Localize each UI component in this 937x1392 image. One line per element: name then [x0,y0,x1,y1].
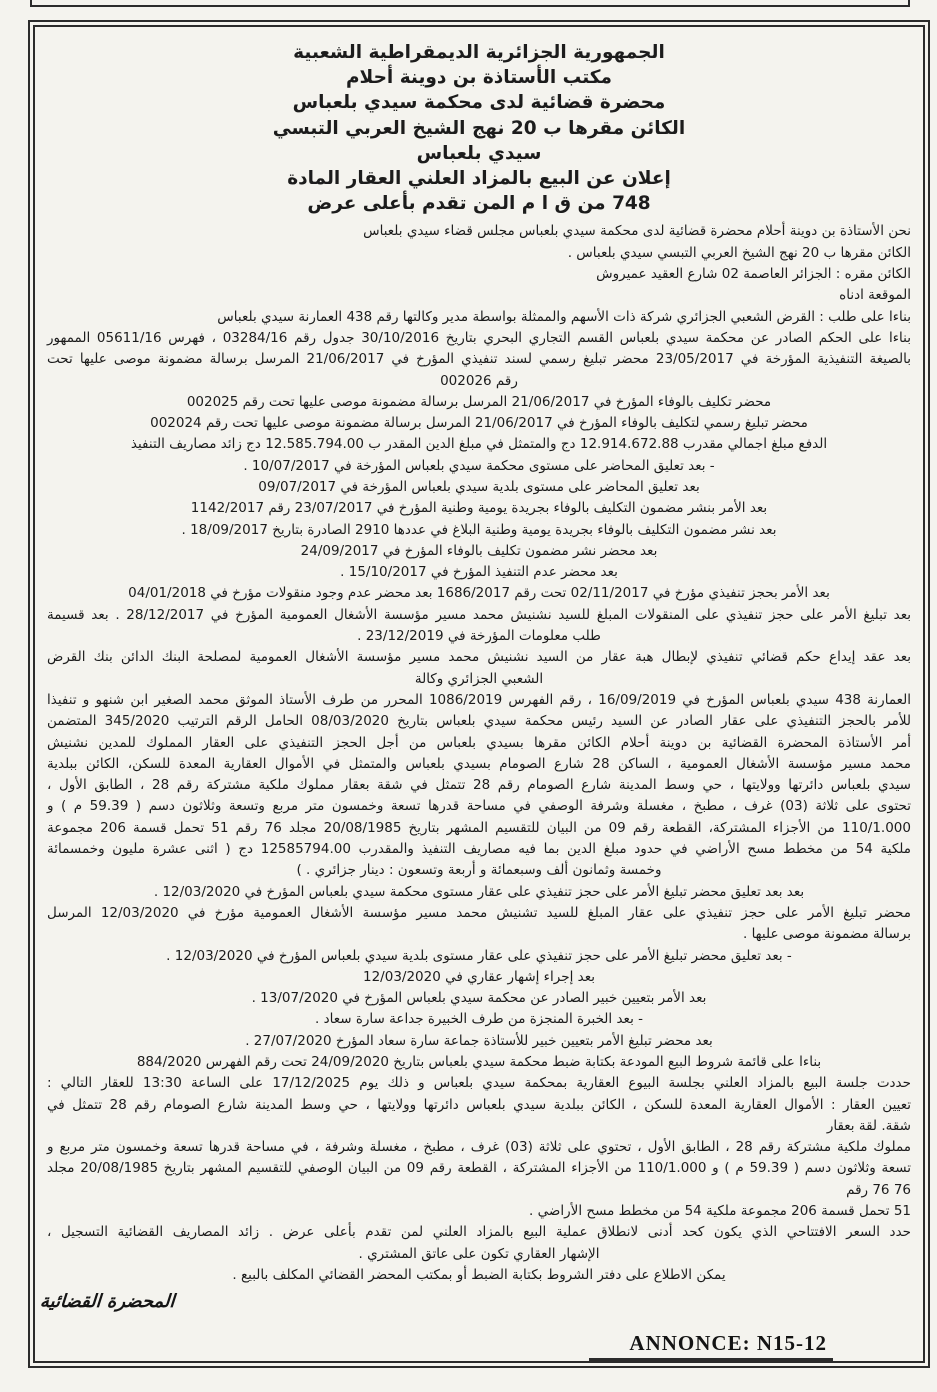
body-line: بعد الأمر بحجز تنفيذي مؤرخ في 02/11/2017 تحت رقم 1686/2017 بعد محضر عدم وجود منقولات مؤرخ في 04/01/2018 [128,585,830,602]
body-line: - بعد الخبرة المنجزة من طرف الخبيرة جداعة سارة سعاد . [315,1011,643,1028]
announcement-header [47,40,911,216]
body-line: بعد محضر تبليغ الأمر بتعيين خبير للأستاذة جماعة سارة سعاد المؤرخ 27/07/2020 . [245,1032,713,1049]
announcement-body [47,221,911,1286]
header-line: الكائن مقرها ب 20 نهج الشيخ العربي التبسي [272,117,686,139]
body-line: محضر تبليغ الأمر على حجز تنفيذي على عقار المبلغ للسيد تشنيش محمد مسير مؤسسة الأشغال العمومية مؤرخ في 12/03/2020 المرسل [47,904,911,921]
body-line: بعد نشر مضمون التكليف بالوفاء بجريدة يومية وطنية البلاغ في عددها 2910 الصادرة بتاريخ 18/09/2017 . [181,521,777,538]
body-line: - بعد تعليق المحاضر على مستوى محكمة سيدي بلعباس المؤرخة في 10/07/2017 . [243,457,715,474]
body-line: بعد بعد تعليق محضر تبليغ الأمر على حجز تنفيذي على عقار مستوى محكمة سيدي بلعباس المؤرخ في 12/03/2020 . [153,883,805,900]
body-line: بالصيغة التنفيذية المؤرخة في 23/05/2017 محضر تبليغ رسمي لسند تنفيذي المؤرخ في 21/06/2017 المرسل برسالة مضمونة موصى عليها تحت [47,351,911,368]
body-line: الكائن مقرها ب 20 نهج الشيخ العربي التبسي سيدي بلعباس . [567,244,911,261]
body-line: العمارنة 438 سيدي بلعباس المؤرخ في 16/09/2019 ، رقم الفهرس 1086/2019 المحرر من طرف الأستاذ الموثق محمد الصغير ابن شنهو و تنفيذا [47,691,911,708]
body-line: بناءا على طلب : القرض الشعبي الجزائري شركة ذات الأسهم والممثلة بواسطة مدير وكالتها رقم 438 العمارنة سيدي بلعباس [217,308,911,325]
header-line: 748 من ق ا م المن تقدم بأعلى عرض [307,193,651,215]
body-line: وخمسة وثمانون ألف وسبعمائة و أربعة وتسعون : دينار جزائري . ) [296,862,662,879]
header-line: مكتب الأستاذة بن دوينة أحلام [345,67,613,89]
header-line: إعلان عن البيع بالمزاد العلني العقار المادة [287,168,671,190]
body-line: تعيين العقار : الأموال العقارية المعدة للسكن ، الكائن ببلدية سيدي بلعباس دائرتها وولايتها ، حي وسط المدينة شارع الصومام رقم 28 تتمثل في [47,1096,911,1113]
body-line: رقم 002026 [440,372,518,389]
header-line: محضرة قضائية لدى محكمة سيدي بلعباس [292,92,666,114]
body-line: 76 76 رقم [846,1181,911,1198]
body-line: محضر تبليغ رسمي لتكليف بالوفاء المؤرخ في 21/06/2017 المرسل برسالة مضمونة موصى عليها تحت رقم 002024 [150,415,808,432]
bailiff-signature: المحضرة القضائية [39,1291,176,1312]
body-line: محمد مسير مؤسسة الأشغال العمومية ، الساكن 28 شارع الصومام بسيدي بلعباس والمتمثل في الأموال العقارية المعدة للسكن، الكائن ببلدية [47,755,911,772]
body-line: بناءا على الحكم الصادر عن محكمة سيدي بلعباس القسم التجاري البحري بتاريخ 30/10/2016 جدول رقم 03284/16 ، فهرس 05611/16 الممهور [47,329,911,346]
body-line: للأمر بالحجز التنفيذي على عقار الصادر عن السيد رئيس محكمة سيدي بلعباس بتاريخ 08/03/2020 الحامل الرقم الترتيب 345/2020 المتضمن [47,713,912,730]
body-line: مملوك ملكية مشتركة رقم 28 ، الطابق الأول ، تحتوي على ثلاثة (03) غرف ، مطبخ ، مغسلة وشرفة ، في مساحة قدرها تسعة وخمسون متر مربع و [47,1139,911,1156]
body-line: بعد إجراء إشهار عقاري في 12/03/2020 [363,968,595,985]
body-line: الكائن مقره : الجزائر العاصمة 02 شارع العقيد عميروش [596,266,911,283]
body-line: الدفع مبلغ اجمالي مقدرب 12.914.672.88 دج والمتمثل في مبلغ الدين المقدر ب 12.585.794.00 دج زائد مصاريف التنفيذ [130,436,828,453]
body-line: سيدي بلعباس دائرتها وولايتها ، حي وسط المدينة شارع الصومام رقم 28 تتمثل في شقة بعقار مملوك ملكية مشتركة رقم 28 ، الطابق الأول ، [47,777,911,794]
body-line: برسالة مضمونة موصى عليها . [742,926,911,943]
previous-ad-border-fragment [30,0,910,7]
body-line: شقة. لقة بعقار [826,1117,911,1134]
body-line: بعد محضر نشر مضمون تكليف بالوفاء المؤرخ في 24/09/2017 [300,542,658,559]
body-line: بناءا على قائمة شروط البيع المودعة بكتابة ضبط محكمة سيدي بلعباس بتاريخ 24/09/2020 تحت رقم الفهرس 884/2020 [136,1054,822,1070]
body-line: - بعد تعليق محضر تبليغ الأمر على حجز تنفيذي على عقار مستوى بلدية سيدي بلعباس المؤرخ في 12/03/2020 . [166,947,792,964]
body-line: ملكية 54 من مخطط مسح الأراضي في حدود مبلغ الدين بما فيه مصاريف التنفيذ والمقدرب 12585794.00 دج ( اثنى عشرة مليون وخمسمائة [47,841,912,858]
body-line: الموقعة ادناه [839,287,911,304]
body-line: محضر تكليف بالوفاء المؤرخ في 21/06/2017 المرسل برسالة مضمونة موصى عليها تحت رقم 002025 [186,393,772,410]
body-line: تحتوى على ثلاثة (03) غرف ، مطبخ ، مغسلة وشرفة الوصفي في مساحة قدرها تسعة وخمسون متر مربع وتسعة وثلاثون دسم ( 59.39 م ) و [47,798,912,815]
body-line: بعد عقد إيداع حكم قضائي تنفيذي لإبطال هبة عقار من السيد نشنيش محمد مسير مؤسسة الأشغال العمومية لمصلحة البنك الدائن بنك القرض [47,649,911,666]
body-line: بعد تعليق المحاضر على مستوى بلدية سيدي بلعباس المؤرخة في 09/07/2017 [258,478,700,495]
body-line: أمر الأستاذة المحضرة القضائية بن دوينة أحلام الكائن مقرها بسيدي بلعباس من أجل الحجز التنفيذي على العقار المملوك للمدين نشنيش [47,734,911,751]
announcement-frame [28,20,930,1368]
body-line: 110/1.000 من الأجزاء المشتركة، القطعة رقم 09 من البيان للتقسيم المشهر بتاريخ 20/08/1985 مجلد 76 رقم 51 تحمل قسمة 206 مجموعة [47,819,911,836]
body-line: الإشهار العقاري تكون على عاتق المشتري . [358,1245,600,1262]
body-line: يمكن الاطلاع على دفتر الشروط بكتابة الضبط أو بمكتب المحضر القضائي المكلف بالبيع . [232,1266,726,1283]
annonce-reference: ANNONCE: N15-12 [589,1331,833,1361]
body-line: طلب معلومات المؤرخة في 23/12/2019 . [357,628,601,645]
body-line: بعد الأمر بنشر مضمون التكليف بالوفاء بجريدة يومية وطنية المؤرخ في 23/07/2017 رقم 1142/2017 [190,500,768,517]
body-line: 51 تحمل قسمة 206 مجموعة ملكية 54 من مخطط مسح الأراضي . [529,1203,911,1220]
body-line: بعد تبليغ الأمر على حجز تنفيذي على المنقولات المبلغ للسيد نشنيش محمد مسير مؤسسة الأشغال العمومية المؤرخ في 28/12/2017 . بعد قسيمة [47,606,911,623]
body-line: حددت جلسة البيع بالمزاد العلني بجلسة البيوع العقارية بمحكمة سيدي بلعباس و ذلك يوم 17/12/2025 على الساعة 13:30 للعقار التالي : [47,1075,911,1092]
body-line: حدد السعر الافتتاحي الذي يكون كحد أدنى لانطلاق عملية البيع بالمزاد العلني لمن تقدم بأعلى عرض . زائد المصاريف القضائية التسجيل ، [47,1224,911,1241]
body-line: بعد الأمر بتعيين خبير الصادر عن محكمة سيدي بلعباس المؤرخ في 13/07/2020 . [251,990,707,1007]
header-line: الجمهورية الجزائرية الديمقراطية الشعبية [293,42,665,63]
body-line: بعد محضر عدم التنفيذ المؤرخ في 15/10/2017 . [340,564,618,581]
header-line: سيدي بلعباس [416,142,542,164]
body-line: نحن الأستاذة بن دوينة أحلام محضرة قضائية لدى محكمة سيدي بلعباس مجلس قضاء سيدي بلعباس [363,223,911,240]
body-line: تسعة وثلاثون دسم ( 59.39 م ) و 110/1.000 من الأجزاء المشتركة ، القطعة رقم 09 من البيان الوصفي للتقسيم المشهر بتاريخ 20/08/1985 مجلد [47,1160,912,1177]
body-line: الشعبي الجزائري وكالة [414,670,544,687]
